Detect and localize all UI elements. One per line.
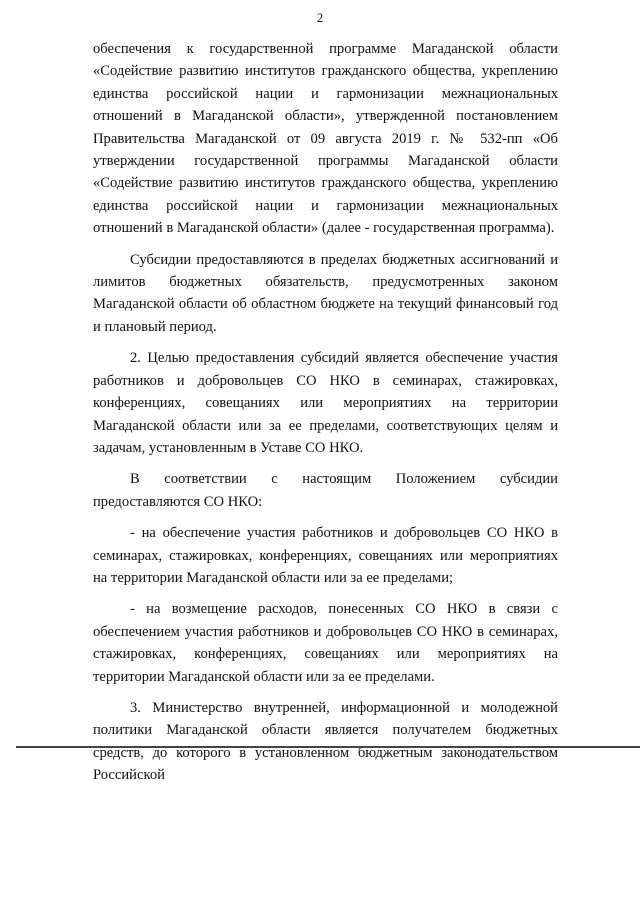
paragraph-subsidies-limits: Субсидии предоставляются в пределах бюджетных ассигнований и лимитов бюджетных обязательств, предусмотренных законом Магаданской области об областном бюджете на текущий финансовый год и плановый период. xyxy=(93,251,558,335)
page-number: 2 xyxy=(316,10,324,25)
paragraph-continuation: обеспечения к государственной программе Магаданской области «Содействие развитию институтов гражданского общества, укреплению единства российской нации и гармонизации межнациональных отношений в Магаданской области», утвержденной постановлением Правительства Магаданской от 09 августа 2019 г. № 532-пп «Об утверждении государственной программы Магаданской области «Содействие развитию институтов гражданского общества, укреплению единства российской нации и гармонизации межнациональных отношений в Магаданской области» (далее - государственная программа). xyxy=(93,41,558,237)
bottom-divider xyxy=(16,746,640,748)
document-body xyxy=(93,38,558,787)
list-item-participation: - на обеспечение участия работников и добровольцев СО НКО в семинарах, стажировках, конференциях, совещаниях или мероприятиях на территории Магаданской области или за ее пределами; xyxy=(93,525,558,586)
paragraph-ministry: 3. Министерство внутренней, информационной и молодежной политики Магаданской области является получателем бюджетных средств, до которого в установленном бюджетным законодательством Российской xyxy=(93,699,558,784)
paragraph-purpose: 2. Целью предоставления субсидий является обеспечение участия работников и добровольцев СО НКО в семинарах, стажировках, конференциях, совещаниях или мероприятиях на территории Магаданской области или за ее пределами, соответствующих целям и задачам, установленным в Уставе СО НКО. xyxy=(93,350,558,456)
list-item-reimbursement: - на возмещение расходов, понесенных СО НКО в связи с обеспечением участия работников и добровольцев СО НКО в семинарах, стажировках, конференциях, совещаниях или мероприятиях на территории Магаданской области или за ее пределами. xyxy=(93,601,558,685)
paragraph-provision-intro: В соответствии с настоящим Положением субсидии предоставляются СО НКО: xyxy=(93,471,558,510)
